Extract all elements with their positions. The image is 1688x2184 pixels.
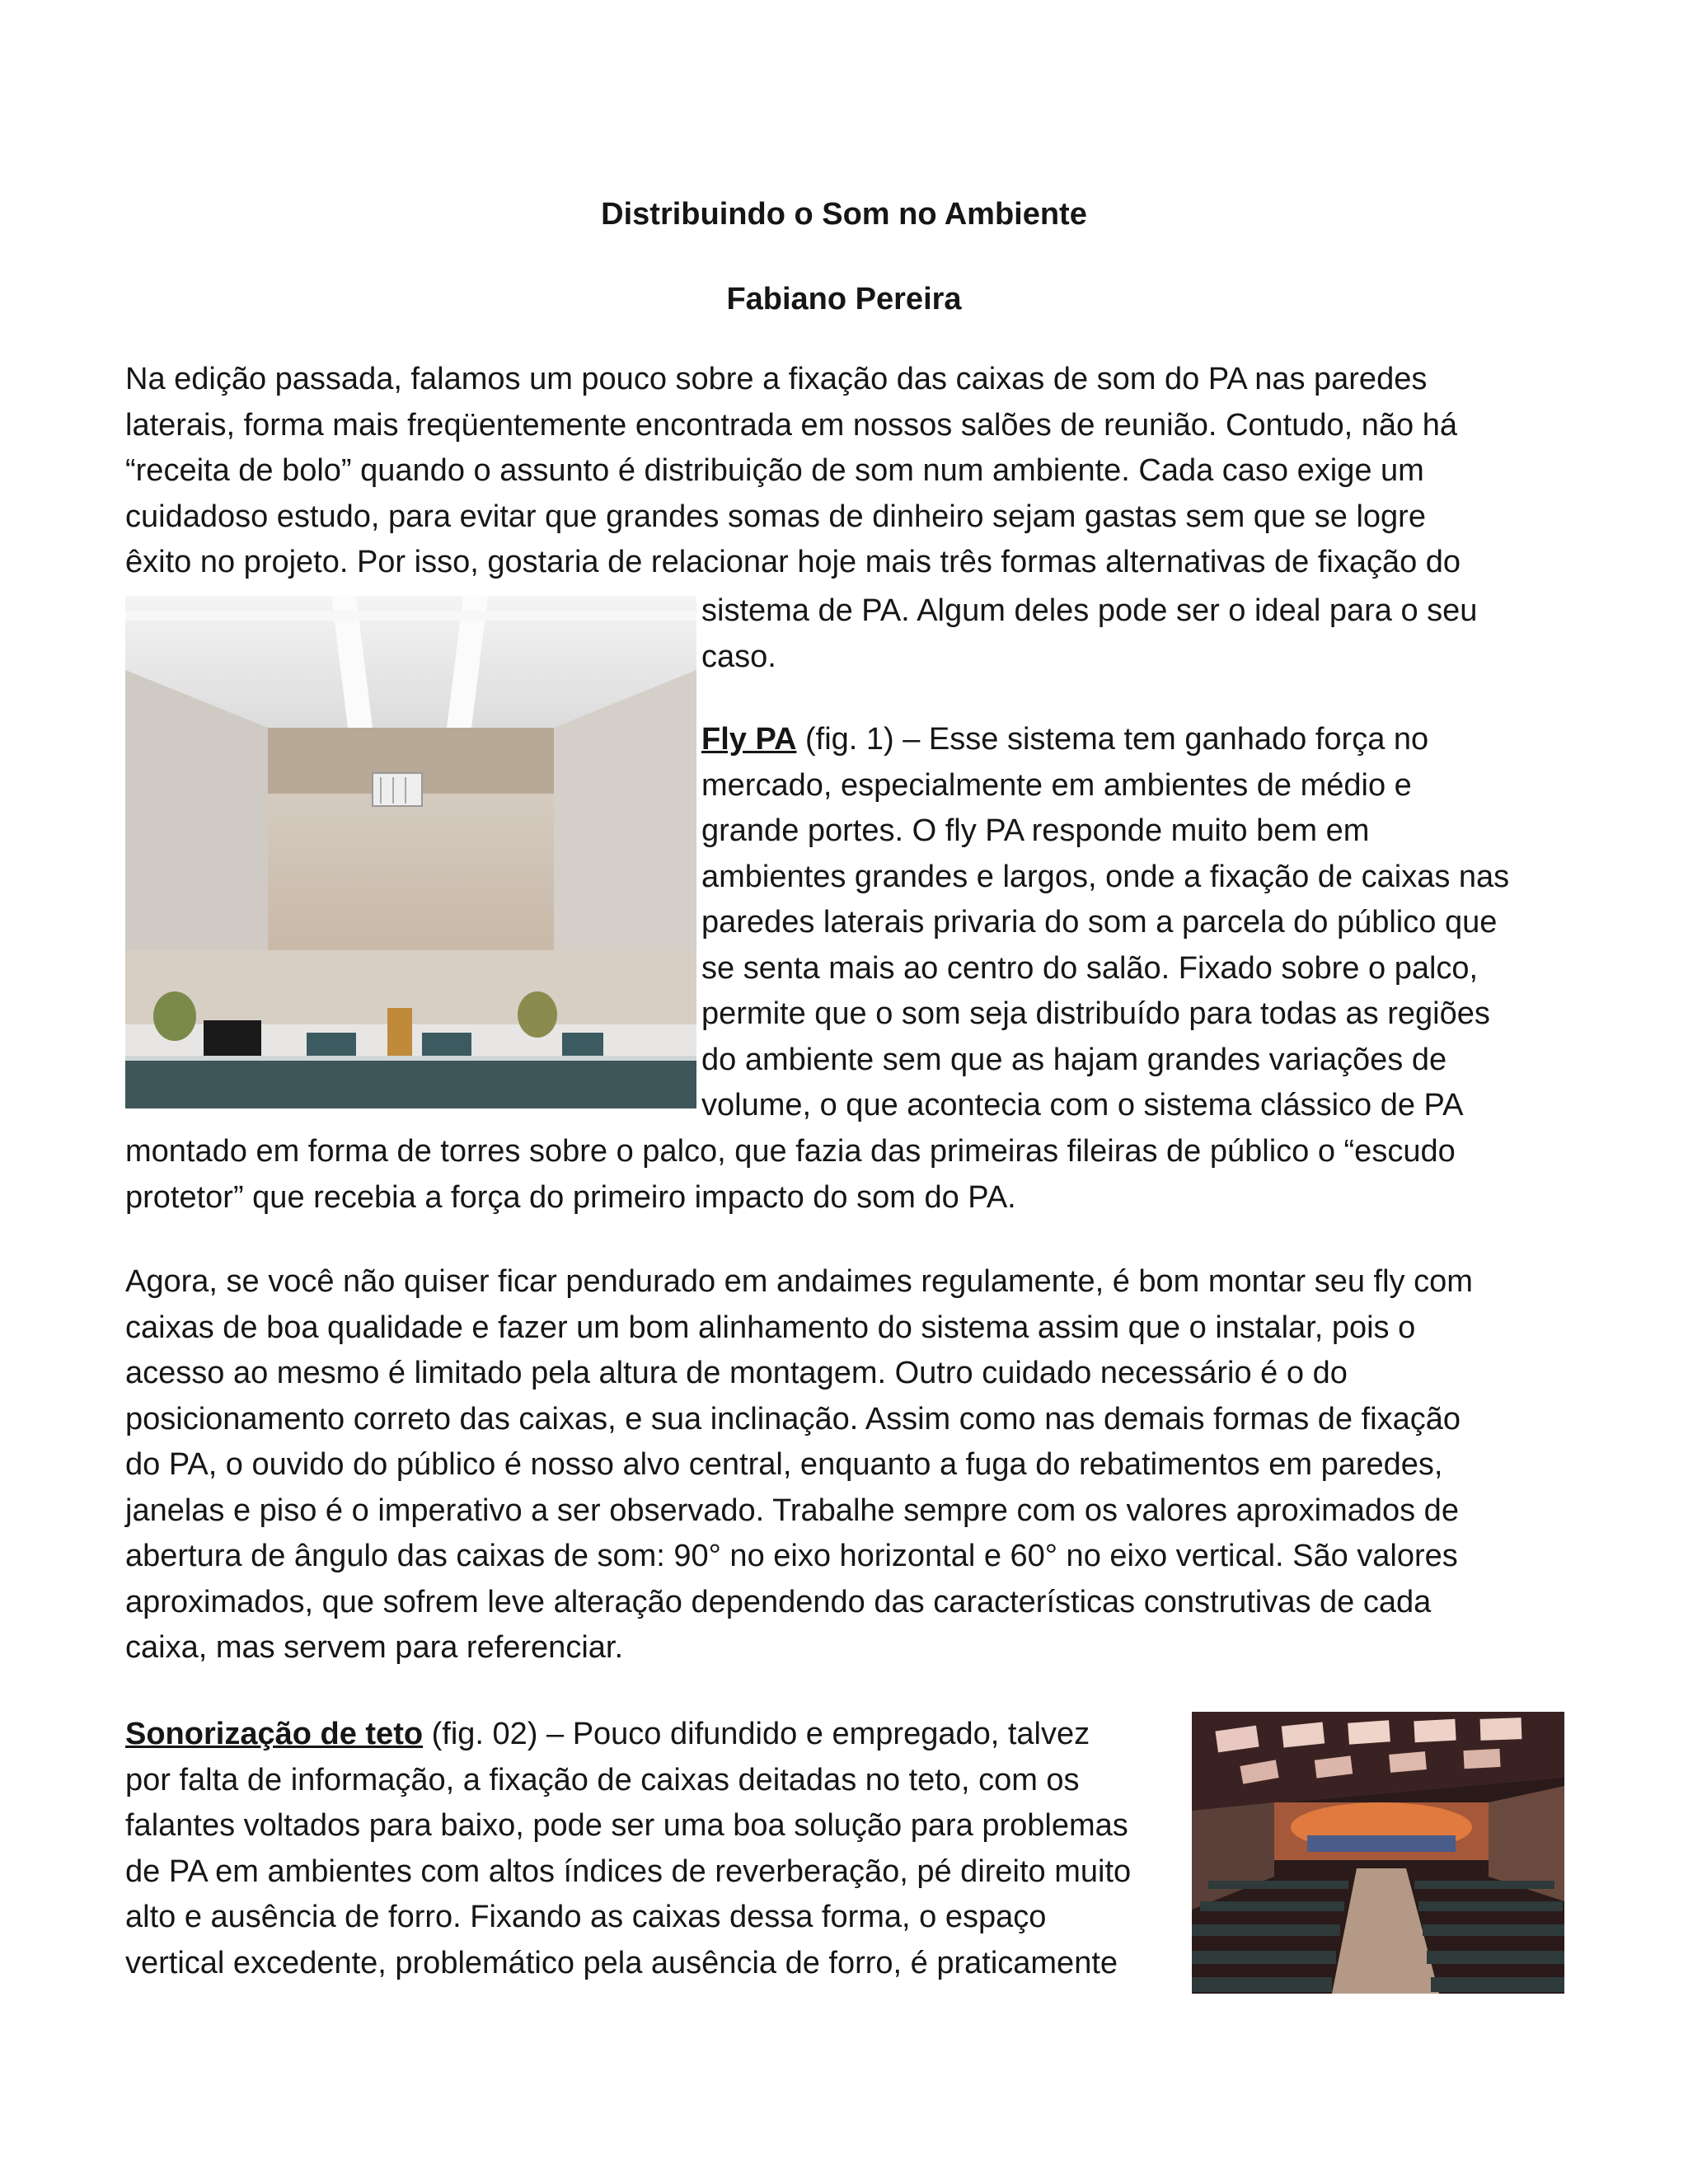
text-line: ambientes grandes e largos, onde a fixação de caixas nas bbox=[701, 859, 1510, 894]
sonorizacao-first-line: (fig. 02) – Pouco difundido e empregado, talvez bbox=[423, 1717, 1090, 1751]
text-line: alto e ausência de forro. Fixando as caixas dessa forma, o espaço bbox=[125, 1900, 1047, 1934]
text-line: sistema de PA. Algum deles pode ser o ideal para o seu bbox=[701, 593, 1478, 628]
text-line: permite que o som seja distribuído para todas as regiões bbox=[701, 996, 1490, 1031]
text-line: posicionamento correto das caixas, e sua inclinação. Assim como nas demais formas de fixação bbox=[125, 1401, 1461, 1436]
text-line: caixa, mas servem para referenciar. bbox=[125, 1630, 624, 1665]
fly-pa-heading: Fly PA bbox=[701, 722, 797, 757]
text-line: de PA em ambientes com altos índices de reverberação, pé direito muito bbox=[125, 1854, 1132, 1889]
text-line: volume, o que acontecia com o sistema clássico de PA bbox=[701, 1088, 1464, 1122]
intro-paragraph bbox=[125, 357, 1576, 586]
text-line: do PA, o ouvido do público é nosso alvo central, enquanto a fuga do rebatimentos em paredes, bbox=[125, 1447, 1443, 1482]
text-line: montado em forma de torres sobre o palco, que fazia das primeiras fileiras de público o “escudo bbox=[125, 1134, 1456, 1169]
text-line bbox=[125, 1712, 1197, 1758]
text-line: por falta de informação, a fixação de caixas deitadas no teto, com os bbox=[125, 1762, 1080, 1797]
paragraph-3 bbox=[125, 1259, 1576, 1671]
text-line: janelas e piso é o imperativo a ser observado. Trabalhe sempre com os valores aproximados de bbox=[125, 1493, 1459, 1528]
figure-1-church-interior-image bbox=[125, 596, 696, 1108]
text-line bbox=[701, 717, 1576, 763]
text-line: se senta mais ao centro do salão. Fixado sobre o palco, bbox=[701, 950, 1479, 986]
document-title: Distribuindo o Som no Ambiente bbox=[601, 197, 1087, 232]
text-line: Na edição passada, falamos um pouco sobre a fixação das caixas de som do PA nas paredes bbox=[125, 362, 1428, 396]
text-line: Agora, se você não quiser ficar pendurado em andaimes regulamente, é bom montar seu fly com bbox=[125, 1264, 1473, 1299]
text-line: falantes voltados para baixo, pode ser uma boa solução para problemas bbox=[125, 1808, 1128, 1843]
text-line: cuidadoso estudo, para evitar que grandes somas de dinheiro sejam gastas sem que se logre bbox=[125, 499, 1426, 534]
text-line: caixas de boa qualidade e fazer um bom alinhamento do sistema assim que o instalar, pois o bbox=[125, 1310, 1416, 1345]
text-line: êxito no projeto. Por isso, gostaria de relacionar hoje mais três formas alternativas de fixação do bbox=[125, 545, 1461, 579]
text-line: aproximados, que sofrem leve alteração dependendo das características construtivas de cada bbox=[125, 1584, 1432, 1619]
fly-pa-first-line: (fig. 1) – Esse sistema tem ganhado força no bbox=[796, 722, 1429, 757]
text-line: vertical excedente, problemático pela ausência de forro, é praticamente bbox=[125, 1945, 1118, 1980]
sonorizacao-paragraph bbox=[125, 1712, 1197, 1986]
intro-paragraph-continued bbox=[701, 588, 1576, 680]
text-line: abertura de ângulo das caixas de som: 90° no eixo horizontal e 60° no eixo vertical. São valores bbox=[125, 1539, 1458, 1573]
fly-pa-paragraph-continued bbox=[125, 1129, 1576, 1221]
fly-pa-paragraph bbox=[701, 717, 1576, 1129]
figure-2-auditorium-image bbox=[1192, 1712, 1564, 1994]
text-line: do ambiente sem que as hajam grandes variações de bbox=[701, 1042, 1447, 1077]
text-line: laterais, forma mais freqüentemente encontrada em nossos salões de reunião. Contudo, não há bbox=[125, 407, 1457, 443]
author-name: Fabiano Pereira bbox=[726, 282, 962, 316]
text-line: protetor” que recebia a força do primeiro impacto do som do PA. bbox=[125, 1179, 1016, 1215]
text-line: paredes laterais privaria do som a parcela do público que bbox=[701, 905, 1498, 940]
text-line: caso. bbox=[701, 639, 776, 674]
text-line: mercado, especialmente em ambientes de médio e bbox=[701, 767, 1412, 803]
sonorizacao-heading: Sonorização de teto bbox=[125, 1717, 424, 1751]
text-line: “receita de bolo” quando o assunto é distribuição de som num ambiente. Cada caso exige um bbox=[125, 453, 1424, 488]
text-line: grande portes. O fly PA responde muito bem em bbox=[701, 813, 1370, 848]
text-line: acesso ao mesmo é limitado pela altura de montagem. Outro cuidado necessário é o do bbox=[125, 1356, 1348, 1390]
